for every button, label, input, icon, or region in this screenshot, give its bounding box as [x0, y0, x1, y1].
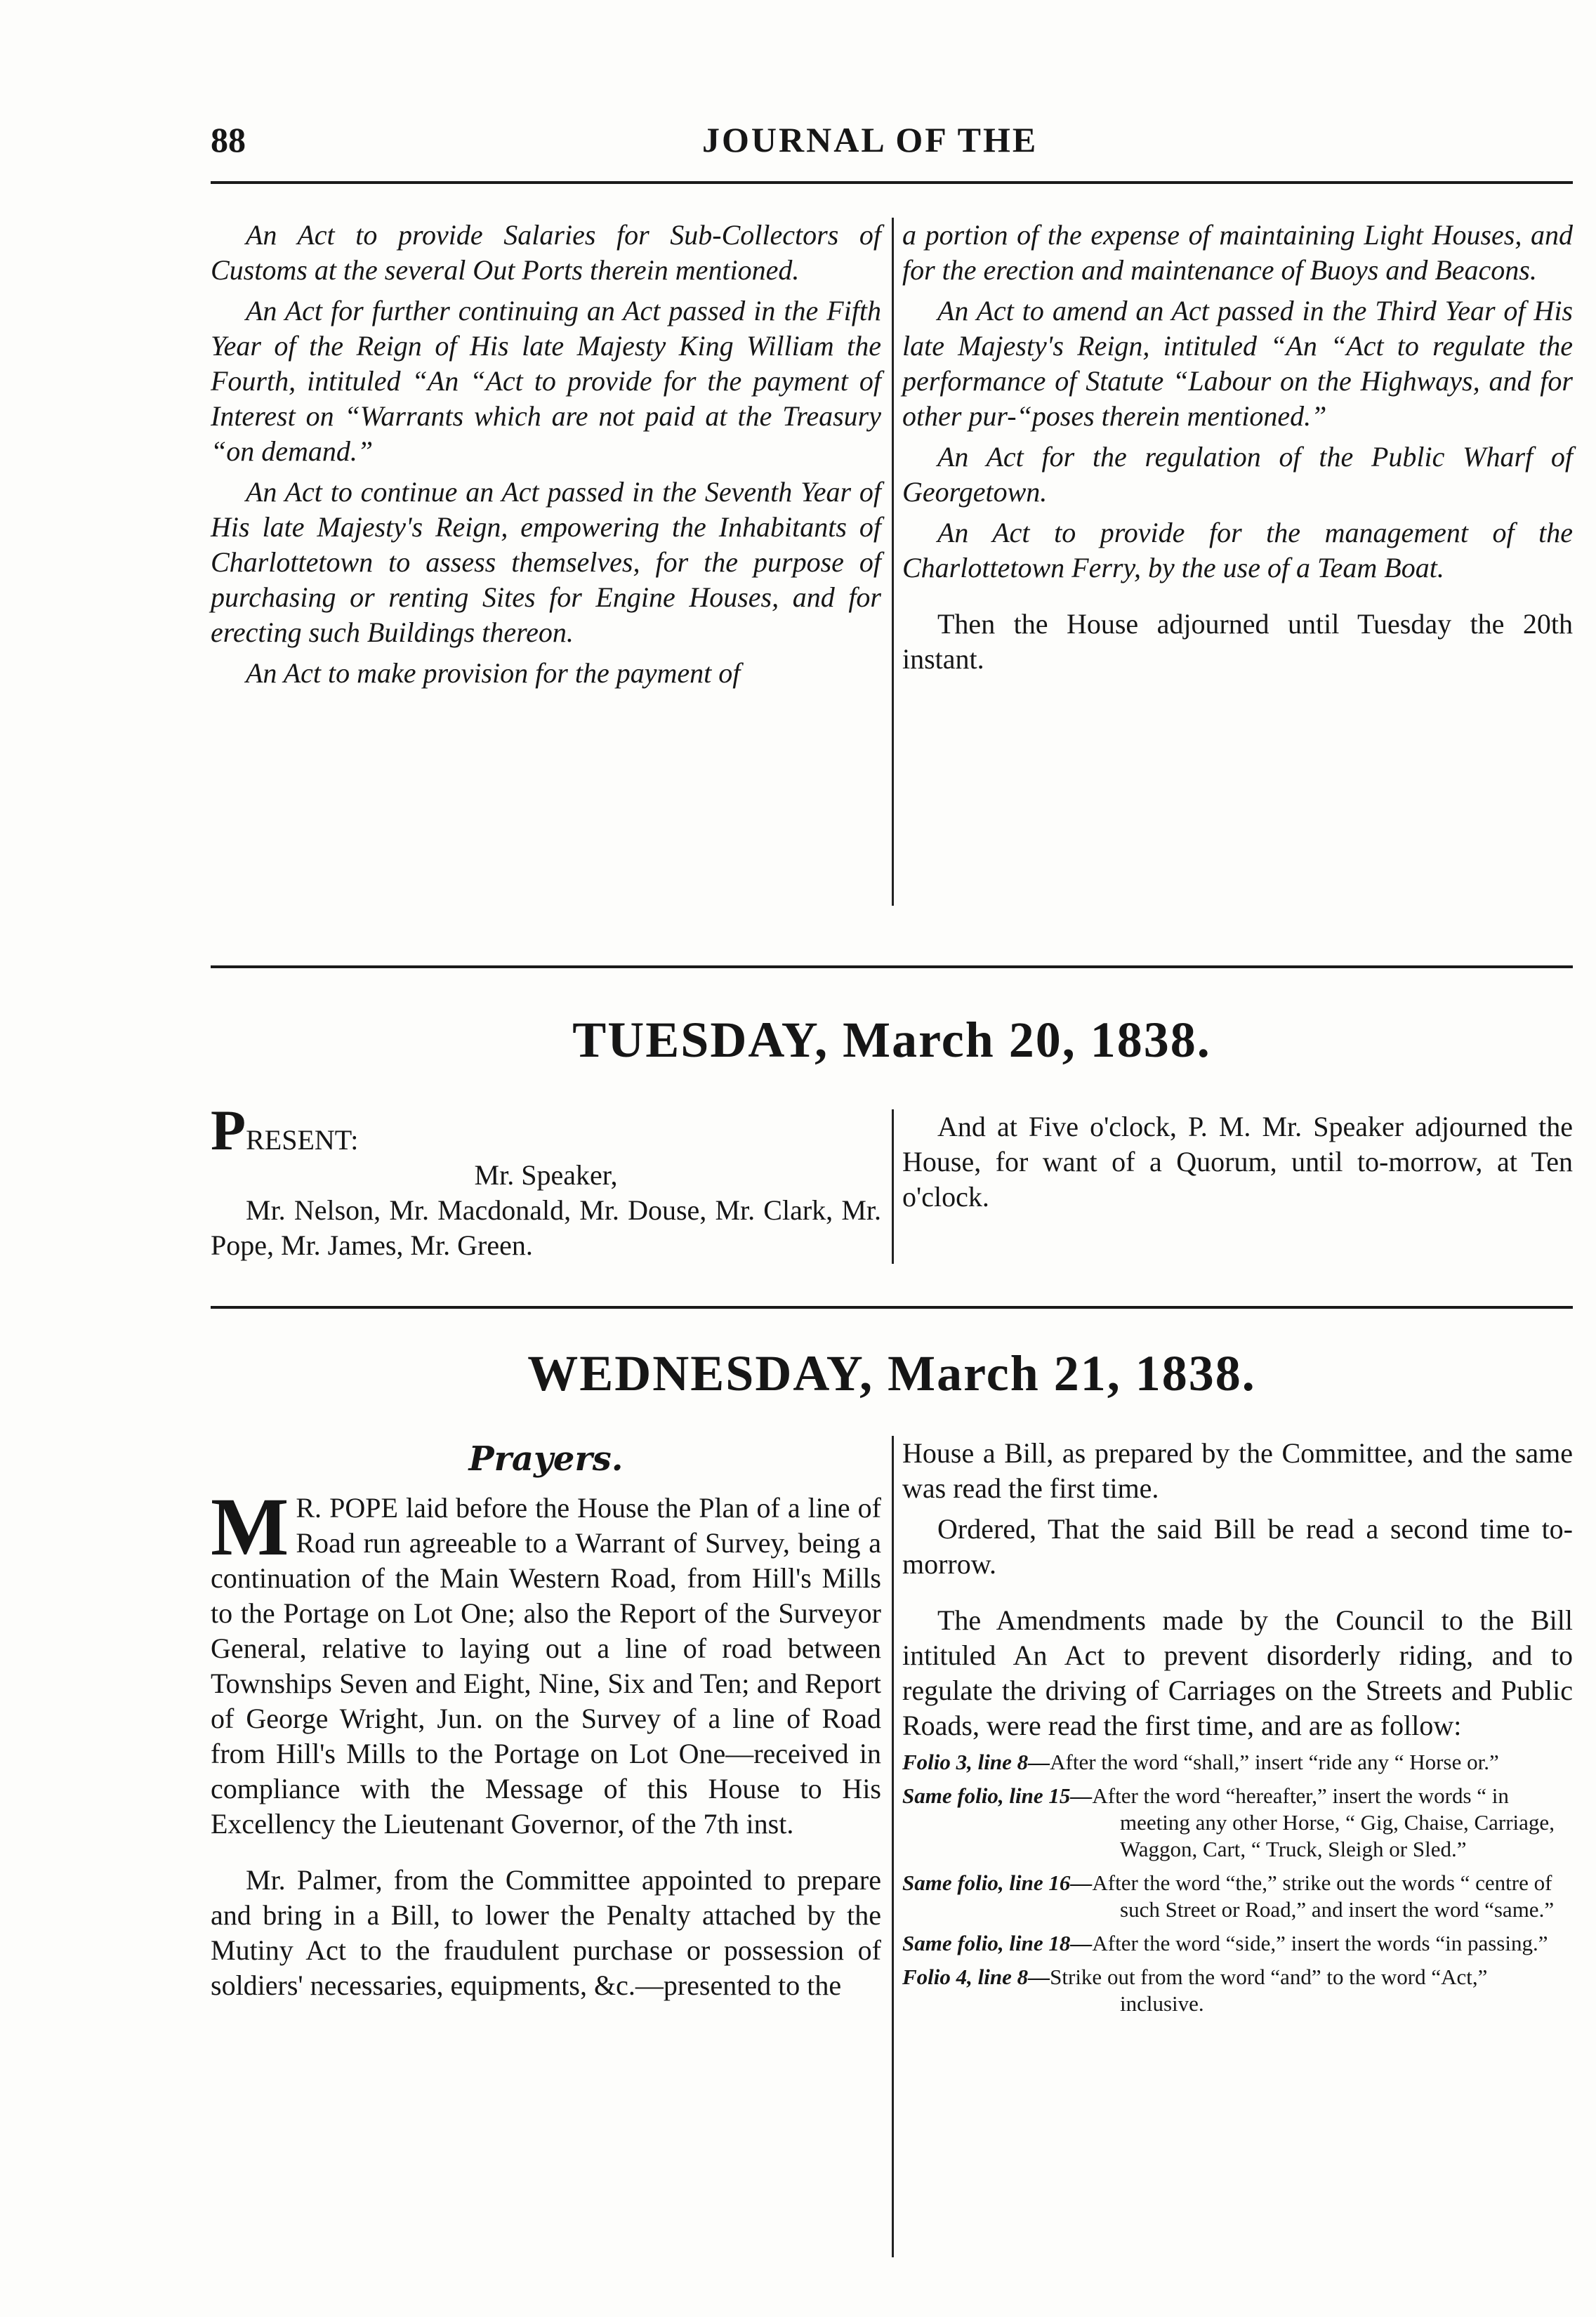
amendment-ref: Folio 4, line 8— — [902, 1965, 1050, 1989]
amendments-intro: The Amendments made by the Council to the Bill intituled An Act to prevent disorderly riding, and to regulate the driving of Carriages on the Streets and Public Roads, were read the first time, and are as follow: — [902, 1604, 1573, 1741]
prayers-heading: Prayers. — [468, 1439, 624, 1479]
wednesday-heading: WEDNESDAY, March 21, 1838. — [527, 1345, 1256, 1401]
adjournment-note: Then the House adjourned until Tuesday the 20th instant. — [902, 608, 1573, 675]
page-number: 88 — [211, 120, 246, 159]
act-entry: An Act to amend an Act passed in the Third Year of His late Majesty's Reign, intituled “An “Act to regulate the performance of Statute “Labour on the Highways, and for other pur-“poses therein mentioned.” — [902, 295, 1573, 432]
amendment-item: Folio 4, line 8—Strike out from the word “and” to the word “Act,” inclusive. — [902, 1965, 1488, 2016]
header-rule — [211, 181, 1573, 184]
tuesday-adjournment: And at Five o'clock, P. M. Mr. Speaker adjourned the House, for want of a Quorum, until to-morrow, at Ten o'clock. — [902, 1111, 1573, 1213]
column-divider — [892, 1436, 894, 2257]
column-divider — [892, 218, 894, 906]
section-rule — [211, 965, 1573, 968]
act-entry: a portion of the expense of maintaining Light Houses, and for the erection and maintenance of Buoys and Beacons. — [902, 219, 1573, 286]
present-dropcap: P — [211, 1098, 246, 1162]
pope-dropcap: M — [211, 1481, 289, 1573]
amendment-ref: Same folio, line 15— — [902, 1783, 1093, 1808]
amendment-ref: Same folio, line 18— — [902, 1931, 1093, 1955]
act-entry: An Act to make provision for the payment of — [246, 657, 741, 689]
section-rule — [211, 1306, 1573, 1309]
amendment-ref: Folio 3, line 8— — [902, 1750, 1050, 1774]
amendment-item: Same folio, line 15—After the word “hereafter,” insert the words “ in meeting any other Horse, “ Gig, Chaise, Carriage, Waggon, Cart, “ Truck, Sleigh or Sled.” — [902, 1783, 1555, 1861]
act-entry: An Act to provide for the management of the Charlottetown Ferry, by the use of a Team Boat. — [902, 517, 1573, 583]
acts-right-column — [902, 218, 1573, 682]
wednesday-section — [211, 1436, 1573, 2278]
act-entry: An Act to continue an Act passed in the Seventh Year of His late Majesty's Reign, empowering the Inhabitants of Charlottetown to assess themselves, for the purpose of purchasing or renting Sites for Engine Houses, and for erecting such Buildings thereon. — [211, 476, 881, 648]
tuesday-right-column — [902, 1109, 1573, 1220]
journal-page — [211, 105, 1573, 2282]
column-divider — [892, 1109, 894, 1264]
speaker-line: Mr. Speaker, — [474, 1159, 618, 1191]
ordered-paragraph: Ordered, That the said Bill be read a second time to-morrow. — [902, 1513, 1573, 1580]
acts-left-column — [211, 218, 881, 697]
acts-section — [211, 218, 1573, 934]
running-head: JOURNAL OF THE — [702, 120, 1038, 159]
present-label: PRESENT: — [211, 1098, 359, 1162]
amendment-item: Same folio, line 16—After the word “the,” strike out the words “ centre of such Street or Road,” and insert the word “same.” — [902, 1870, 1555, 1922]
members-present: Mr. Nelson, Mr. Macdonald, Mr. Douse, Mr. Clark, Mr. Pope, Mr. James, Mr. Green. — [211, 1194, 881, 1261]
pope-paragraph: M R. POPE laid before the House the Plan of a line of Road run agreeable to a Warrant of Survey, being a continuation of the Main Western Road, from Hill's Mills to the Portage on Lot One; also the Report of the Surveyor General, relative to laying out a line of road between Townships Seven and Eight, Nine, Six and Ten; and Report of George Wright, Jun. on the Survey of a line of Road from Hill's Mills to the Portage on Lot One—received in compliance with the Message of this House to His Excellency the Lieutenant Governor, of the 7th inst. — [211, 1481, 881, 1840]
wednesday-right-column — [902, 1436, 1573, 2024]
act-entry: An Act to provide Salaries for Sub-Collectors of Customs at the several Out Ports therein mentioned. — [211, 219, 881, 286]
act-entry: An Act for further continuing an Act passed in the Fifth Year of the Reign of His late Majesty King William the Fourth, intituled “An “Act to provide for the payment of Interest on “Warrants which are not paid at the Treasury “on demand.” — [211, 295, 881, 467]
bill-continuation: House a Bill, as prepared by the Committee, and the same was read the first time. — [902, 1437, 1573, 1504]
palmer-paragraph: Mr. Palmer, from the Committee appointed to prepare and bring in a Bill, to lower the Penalty attached by the Mutiny Act to the fraudulent purchase or possession of soldiers' necessaries, equipments, &c.—presented to the — [211, 1864, 881, 2001]
tuesday-heading: TUESDAY, March 20, 1838. — [572, 1012, 1211, 1068]
amendment-ref: Same folio, line 16— — [902, 1870, 1093, 1895]
amendments-list — [902, 1749, 1573, 2017]
amendment-item: Folio 3, line 8—After the word “shall,” insert “ride any “ Horse or.” — [902, 1750, 1499, 1774]
amendment-item: Same folio, line 18—After the word “side,” insert the words “in passing.” — [902, 1931, 1548, 1955]
tuesday-section — [211, 1098, 1573, 1271]
wednesday-left-column — [211, 1436, 881, 2009]
act-entry: An Act for the regulation of the Public Wharf of Georgetown. — [902, 441, 1573, 508]
tuesday-left-column — [211, 1098, 881, 1269]
